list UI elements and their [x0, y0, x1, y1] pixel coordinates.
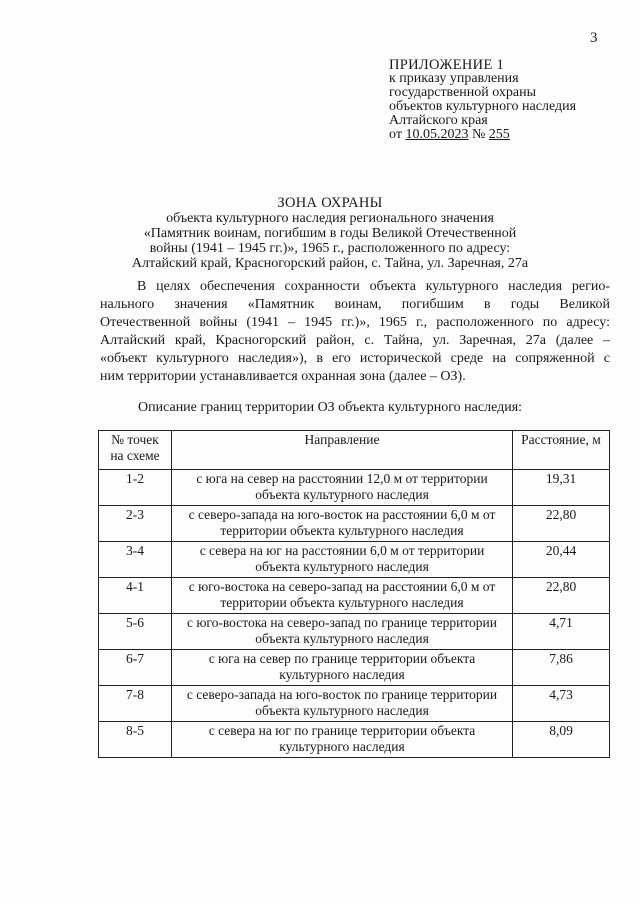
table-row [99, 470, 610, 506]
page-number: 3 [590, 30, 598, 46]
table-header-row [99, 431, 610, 470]
cell-distance: 7,86 [513, 650, 610, 686]
annex-line: Алтайского края [389, 113, 488, 128]
header-distance: Расстояние, м [513, 431, 610, 470]
annex-line: государственной охраны [389, 85, 537, 100]
paragraph-line: «объект культурного наследия»), в его исторической среде на сопряженной с [100, 351, 610, 366]
annex-line: к приказу управления [389, 71, 519, 86]
table-caption: Описание границ территории ОЗ объекта культурного наследия: [138, 400, 523, 415]
cell-direction: с северо-запада на юго-восток по границе территории объекта культурного наследия [172, 686, 513, 722]
table-row [99, 542, 610, 578]
annex-date-line [389, 128, 576, 142]
cell-distance: 4,71 [513, 614, 610, 650]
cell-distance: 8,09 [513, 722, 610, 758]
heading-line: объекта культурного наследия регионального значения [166, 211, 494, 226]
annex-line: объектов культурного наследия [389, 99, 577, 114]
document-heading [100, 196, 560, 271]
number-prefix: № [468, 127, 489, 142]
boundary-table [98, 430, 610, 758]
cell-direction: с юго-востока на северо-запад по границе территории объекта культурного наследия [172, 614, 513, 650]
intro-paragraph [100, 278, 610, 386]
cell-points: 7-8 [99, 686, 172, 722]
cell-direction: с северо-запада на юго-восток на расстоянии 6,0 м от территории объекта культурного наследия [172, 506, 513, 542]
paragraph-line: нального значения «Памятник воинам, погибшим в годы Великой [100, 297, 610, 312]
heading-line: Алтайский край, Красногорский район, с. Тайна, ул. Заречная, 27а [131, 256, 529, 271]
paragraph-line: Отечественной войны (1941 – 1945 гг.)», 1965 г., расположенного по адресу: [100, 315, 610, 330]
table-row [99, 506, 610, 542]
cell-direction: с юго-востока на северо-запад на расстоянии 6,0 м от территории объекта культурного наследия [172, 578, 513, 614]
date-prefix: от [389, 127, 406, 142]
table-row [99, 650, 610, 686]
paragraph-line: В целях обеспечения сохранности объекта культурного наследия регио- [137, 279, 610, 294]
cell-points: 8-5 [99, 722, 172, 758]
header-points: № точек на схеме [99, 431, 172, 470]
table-row [99, 614, 610, 650]
cell-direction: с юга на север на расстоянии 12,0 м от территории объекта культурного наследия [172, 470, 513, 506]
paragraph-line: Алтайский край, Красногорский район, с. Тайна, ул. Заречная, 27а (далее – [100, 333, 610, 348]
cell-distance: 20,44 [513, 542, 610, 578]
table-row [99, 722, 610, 758]
header-direction: Направление [172, 431, 513, 470]
cell-direction: с севера на юг по границе территории объекта культурного наследия [172, 722, 513, 758]
annex-title: ПРИЛОЖЕНИЕ 1 [389, 57, 505, 73]
cell-points: 4-1 [99, 578, 172, 614]
cell-points: 3-4 [99, 542, 172, 578]
table-row [99, 686, 610, 722]
heading-line: «Памятник воинам, погибшим в годы Великой Отечественной [143, 226, 517, 241]
order-number: 255 [488, 127, 510, 142]
table-row [99, 578, 610, 614]
cell-direction: с юга на север по границе территории объекта культурного наследия [172, 650, 513, 686]
cell-points: 5-6 [99, 614, 172, 650]
order-date: 10.05.2023 [405, 127, 469, 142]
cell-direction: с севера на юг на расстоянии 6,0 м от территории объекта культурного наследия [172, 542, 513, 578]
zone-title: ЗОНА ОХРАНЫ [277, 195, 383, 211]
cell-points: 6-7 [99, 650, 172, 686]
cell-distance: 22,80 [513, 578, 610, 614]
cell-distance: 4,73 [513, 686, 610, 722]
cell-distance: 22,80 [513, 506, 610, 542]
cell-distance: 19,31 [513, 470, 610, 506]
cell-points: 2-3 [99, 506, 172, 542]
annex-block [389, 58, 576, 142]
paragraph-line: ним территории устанавливается охранная зона (далее – ОЗ). [100, 369, 466, 384]
heading-line: войны (1941 – 1945 гг.)», 1965 г., расположенного по адресу: [149, 241, 511, 256]
cell-points: 1-2 [99, 470, 172, 506]
